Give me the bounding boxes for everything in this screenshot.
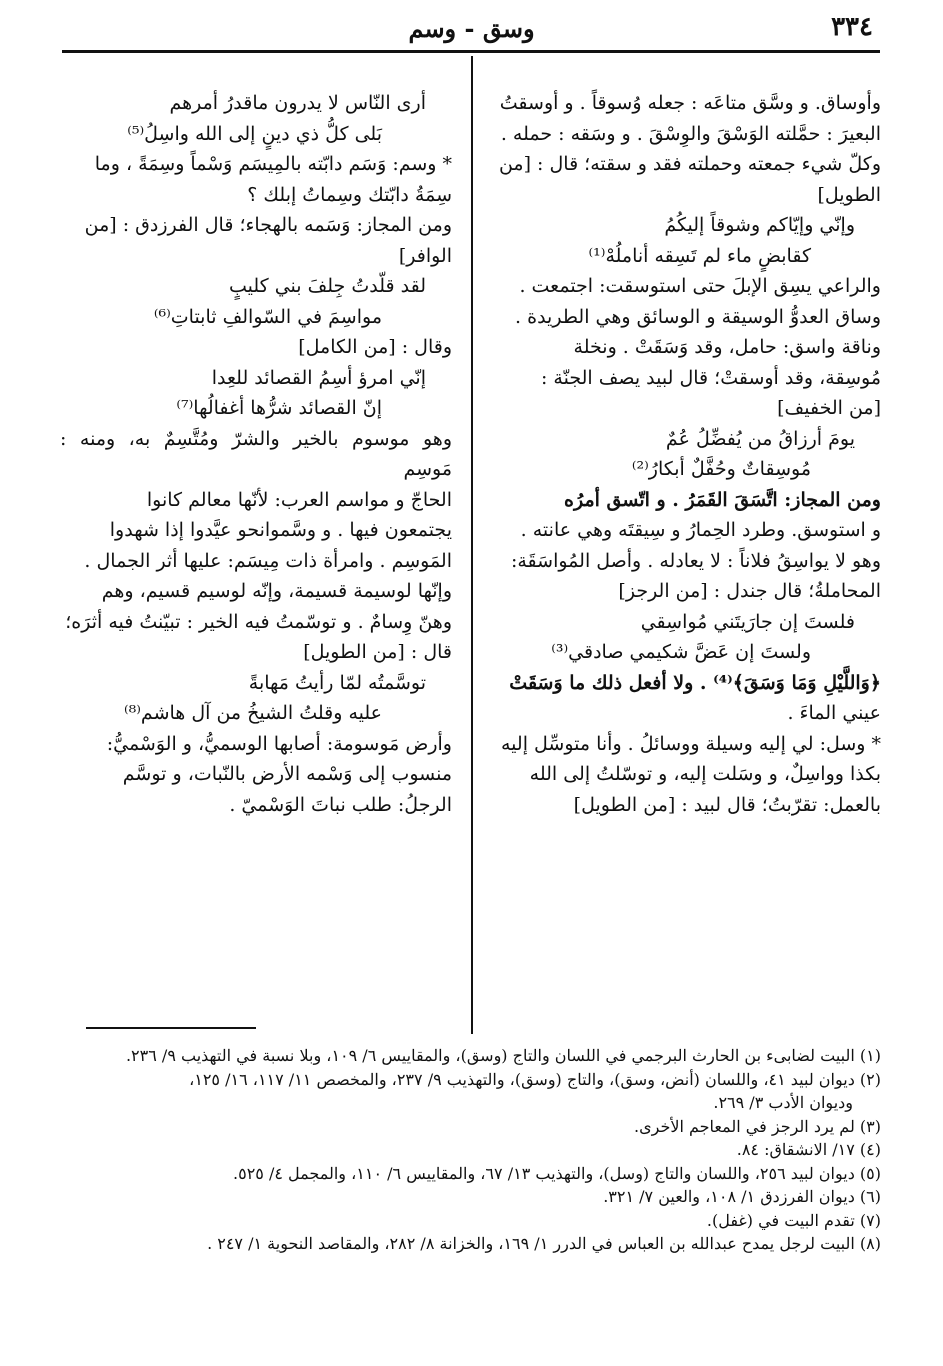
verse-line: مواسِمَ في السّوالفِ ثابتاتِ⁽⁶⁾ [153, 305, 382, 328]
footnote: (٨) البيت لرجل يمدح عبدالله بن العباس في الدرر ١/ ١٦٩، والخزانة ٨/ ٢٨٢، والمقاصد النحوية ١/ ٢٤٧ . [207, 1234, 881, 1253]
text-line: ومن المجاز: وَسَمه بالهجاء؛ قال الفرزدق : [من [84, 214, 452, 236]
text-line: وقال : [من الكامل] [298, 336, 452, 358]
footnote: (١) البيت لضابىء بن الحارث البرجمي في اللسان والتاج (وسق)، والمقاييس ٦/ ١٠٩، وبلا نسبة في التهذيب ٩/ ٢٣٦. [125, 1046, 881, 1065]
text-line: البعيرَ : حمَّلته الوَسْقَ والوِسْقَ . و وسَقه : حمله . [500, 122, 881, 145]
verse-line: عليه وقلتُ الشيخُ من آل هاشم⁽⁸⁾ [123, 702, 382, 724]
text-line: وإنّها لوسيمة قسيمة، وإنّه لوسيم قسيم، وهم [101, 580, 452, 602]
verse-line: إنّ القصائد شرُّها أغفالُها⁽⁷⁾ [176, 397, 382, 419]
running-title: وسق - وسم [408, 14, 535, 43]
text-line: والراعي يسِق الإبلَ حتى استوسقت: اجتمعت . [519, 275, 881, 297]
text-line: الحاجّ و مواسم العرب: لأنّها معالم كانوا [146, 488, 452, 511]
text-line: وأوساق. و وسَّق متاعَه : جعله وُسوقاً . و أوسقتُ [499, 92, 881, 114]
verse-line: أرى النّاس لا يدرون ماقدرُ أمرهم [169, 92, 426, 114]
verse-line: وإنّي وإيّاكم وشوقاً إليكُمُ [664, 214, 855, 236]
text-line: * وسم: وَسَم دابّته بالمِيسَم وَسْماً وسِمَةً ، وما [94, 153, 452, 175]
page-header [50, 8, 893, 50]
text-line: يجتمعون فيها . و وسَّموانحو عيَّدوا إذا شهدوا [109, 519, 452, 541]
text-line: وكلّ شيء جمعته وحملته فقد و سقته؛ قال : [من [498, 153, 881, 175]
verse-line: توسَّمتُه لمّا رأيتُ مَهابةً [248, 671, 426, 694]
verse-line: ولستَ إن عَضَّ شكيمي صادقي⁽³⁾ [551, 641, 811, 663]
text-line: وهنّ وِسامٌ . و توسّمتُ فيه الخير : تبيّنتُ فيه أثرَه؛ [65, 610, 452, 633]
footnote: وديوان الأدب ٣/ ٢٦٩. [713, 1093, 853, 1112]
text-line: الرجلُ: طلب نباتَ الوَسْميّ . [229, 793, 452, 816]
verse-line: إنّي امرؤ أسِمُ القصائد للعِدا [211, 366, 426, 389]
column-divider [471, 56, 473, 1034]
text-line: ومن المجاز: اتَّسَقَ القَمَرُ . و اتّسق أمرُه [564, 488, 881, 511]
text-line: قال : [من الطويل] [303, 641, 452, 663]
verse-line: يومَ أرزاقُ من يُفضِّلُ عُمٌ [665, 427, 855, 450]
text-line: بالعمل: تقرّبتُ؛ قال لبيد : [من الطويل] [573, 793, 881, 816]
verse-line: كقابضٍ ماء لم تَسِقه أناملُهْ⁽¹⁾ [588, 244, 811, 267]
text-line: الوافر] [398, 244, 452, 267]
text-line: المحاملةُ؛ قال جندل : [من الرجز] [618, 580, 881, 602]
footnote: (٢) ديوان لبيد ٤١، واللسان (أنض، وسق)، والتاج (وسق)، والتهذيب ٩/ ٢٣٧، والمخصص ١١/ ١١٧، ١٦/ ١٢٥، [189, 1069, 881, 1089]
verse-line: بَلى كلُّ ذي دينٍ إلى الله واسِلُ⁽⁵⁾ [127, 122, 382, 145]
text-line: منسوب إلى وَسْمه الأرض بالنّبات، و توسَّم [122, 763, 452, 785]
header-rule [62, 50, 880, 53]
text-line: بكذا وواسِلٌ، و وسَلت إليه، و توسّلتُ إلى الله [529, 763, 881, 785]
text-line: وأرض مَوسومة: أصابها الوسميُّ، و الوَسْميُّ: [106, 732, 452, 755]
footnotes [61, 1044, 881, 1256]
footnote: (٥) ديوان لبيد ٢٥٦، واللسان والتاج (وسل)، والتهذيب ١٣/ ٦٧، والمقاييس ٦/ ١١٠، والمجمل ٤/ ٥٢٥. [233, 1163, 881, 1183]
quran-quote: ﴿وَاللَّيْلِ وَمَا وَسَقَ﴾⁽⁴⁾ . ولا أفعل ذلك ما وَسَقَتْ [509, 671, 881, 694]
text-line: [من الخفيف] [777, 397, 881, 419]
text-line: * وسل: لي إليه وسيلة ووسائلُ . وأنا متوسِّل إليه [501, 732, 881, 755]
verse-line: مُوسِقاتٌ وحُفَّلٌ أبكارُ⁽²⁾ [631, 458, 811, 480]
text-line: المَوسِم . وامرأة ذات مِيسَم: عليها أثر الجمال . [84, 549, 452, 572]
verse-line: فلستَ إن جارَيتَني مُواسِقي [640, 610, 855, 633]
footnote: (٦) ديوان الفرزدق ١/ ١٠٨، والعين ٧/ ٣٢١. [603, 1187, 881, 1206]
footnote: (٤) ١٧/ الانشقاق: ٨٤. [736, 1140, 881, 1159]
text-line: عيني الماءَ . [787, 702, 881, 724]
page-number: ٣٣٤ [831, 12, 873, 42]
text-line: سِمَةُ دابّتك وسِماتُ إبلك ؟ [247, 183, 452, 206]
text-line: وناقة واسق: حامل، وقد وَسَقَتْ . ونخلة [573, 336, 881, 358]
text-line: وهو موسوم بالخير والشرّ ومُتَّسِمٌ به، ومنه : مَوسِم [60, 427, 452, 480]
text-line: وساق العدوُّ الوسيقة و الوسائق وهي الطريدة . [515, 305, 881, 328]
verse-line: لقد قلّدتُ جِلفَ بني كليبٍ [228, 275, 426, 297]
text-line: وهو لا يواسِقُ فلاناً : لا يعادله . وأصل المُواسَقَة: [510, 549, 881, 572]
text-line: مُوسِقة، وقد أوسقتْ؛ قال لبيد يصف الجنّة : [540, 366, 881, 389]
left-column [60, 88, 452, 820]
text-line: و استوسق. وطرد الحِمارُ و سِيقتَه وهي عانته . [520, 519, 881, 541]
footnote-rule [86, 1027, 256, 1029]
right-column [489, 88, 881, 820]
footnote: (٣) لم يرد الرجز في المعاجم الأخرى. [634, 1116, 881, 1136]
text-line: الطويل] [817, 183, 881, 206]
footnote: (٧) تقدم البيت في (غفل). [706, 1210, 881, 1230]
